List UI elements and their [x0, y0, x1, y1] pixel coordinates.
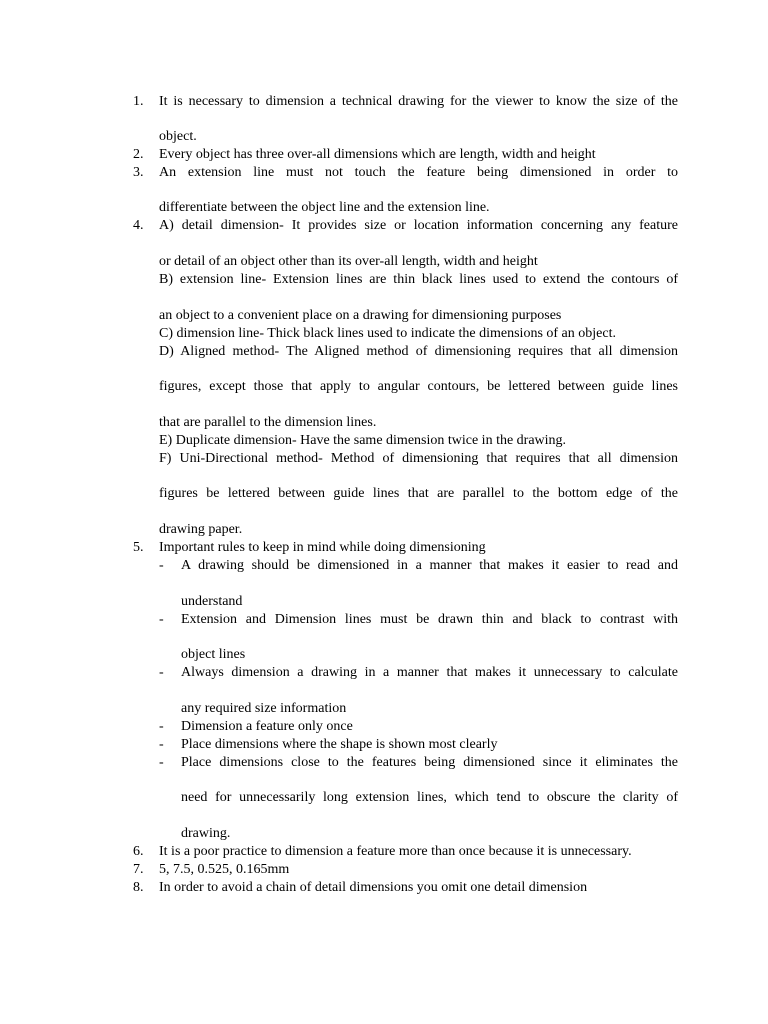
rule-6-text-cont: need for unnecessarily long extension lines, which tend to obscure the clarity of — [181, 790, 678, 805]
item-4d-text-cont: figures, except those that apply to angular contours, be lettered between guide lines — [159, 379, 678, 394]
rule-bullet: - — [159, 665, 164, 680]
item-8-number: 8. — [133, 880, 144, 895]
item-1-text-cont: object. — [159, 129, 197, 144]
rule-2-text-cont: object lines — [181, 647, 246, 662]
rule-6-text: Place dimensions close to the features being dimensioned since it eliminates the — [181, 755, 678, 770]
rule-4-text: Dimension a feature only once — [181, 719, 353, 734]
item-4f-text-end: drawing paper. — [159, 522, 243, 537]
item-6-text: It is a poor practice to dimension a feature more than once because it is unnecessary. — [159, 844, 632, 859]
item-2-number: 2. — [133, 147, 144, 162]
item-3-text-cont: differentiate between the object line and the extension line. — [159, 200, 490, 215]
item-6-number: 6. — [133, 844, 144, 859]
rule-bullet: - — [159, 612, 164, 627]
item-2-text: Every object has three over-all dimensions which are length, width and height — [159, 147, 596, 162]
item-3-number: 3. — [133, 165, 144, 180]
rule-bullet: - — [159, 737, 164, 752]
rule-3-text: Always dimension a drawing in a manner that makes it unnecessary to calculate — [181, 665, 678, 680]
item-4d-text-end: that are parallel to the dimension lines. — [159, 415, 377, 430]
rule-bullet: - — [159, 719, 164, 734]
rule-5-text: Place dimensions where the shape is shown most clearly — [181, 737, 498, 752]
rule-bullet: - — [159, 755, 164, 770]
item-4-number: 4. — [133, 218, 144, 233]
item-4a-text: A) detail dimension- It provides size or location information concerning any feature — [159, 218, 678, 233]
rule-bullet: - — [159, 558, 164, 573]
item-4e-text: E) Duplicate dimension- Have the same dimension twice in the drawing. — [159, 433, 567, 448]
item-4f-text: F) Uni-Directional method- Method of dimensioning that requires that all dimension — [159, 451, 678, 466]
item-8-text: In order to avoid a chain of detail dimensions you omit one detail dimension — [159, 880, 588, 895]
item-1-number: 1. — [133, 94, 144, 109]
item-3-text: An extension line must not touch the feature being dimensioned in order to — [159, 165, 678, 180]
rule-3-text-cont: any required size information — [181, 701, 347, 716]
item-7-text: 5, 7.5, 0.525, 0.165mm — [159, 862, 290, 877]
item-4b-text-cont: an object to a convenient place on a drawing for dimensioning purposes — [159, 308, 562, 323]
item-4f-text-cont: figures be lettered between guide lines that are parallel to the bottom edge of the — [159, 486, 678, 501]
rule-1-text-cont: understand — [181, 594, 243, 609]
item-1-text: It is necessary to dimension a technical drawing for the viewer to know the size of the — [159, 94, 678, 109]
item-5-text: Important rules to keep in mind while doing dimensioning — [159, 540, 486, 555]
rule-6-text-end: drawing. — [181, 826, 231, 841]
rule-1-text: A drawing should be dimensioned in a manner that makes it easier to read and — [181, 558, 678, 573]
item-4a-text-cont: or detail of an object other than its over-all length, width and height — [159, 254, 538, 269]
item-5-number: 5. — [133, 540, 144, 555]
rule-2-text: Extension and Dimension lines must be drawn thin and black to contrast with — [181, 612, 678, 627]
item-4b-text: B) extension line- Extension lines are thin black lines used to extend the contours of — [159, 272, 678, 287]
item-4c-text: C) dimension line- Thick black lines used to indicate the dimensions of an object. — [159, 326, 616, 341]
item-4d-text: D) Aligned method- The Aligned method of dimensioning requires that all dimension — [159, 344, 678, 359]
item-7-number: 7. — [133, 862, 144, 877]
